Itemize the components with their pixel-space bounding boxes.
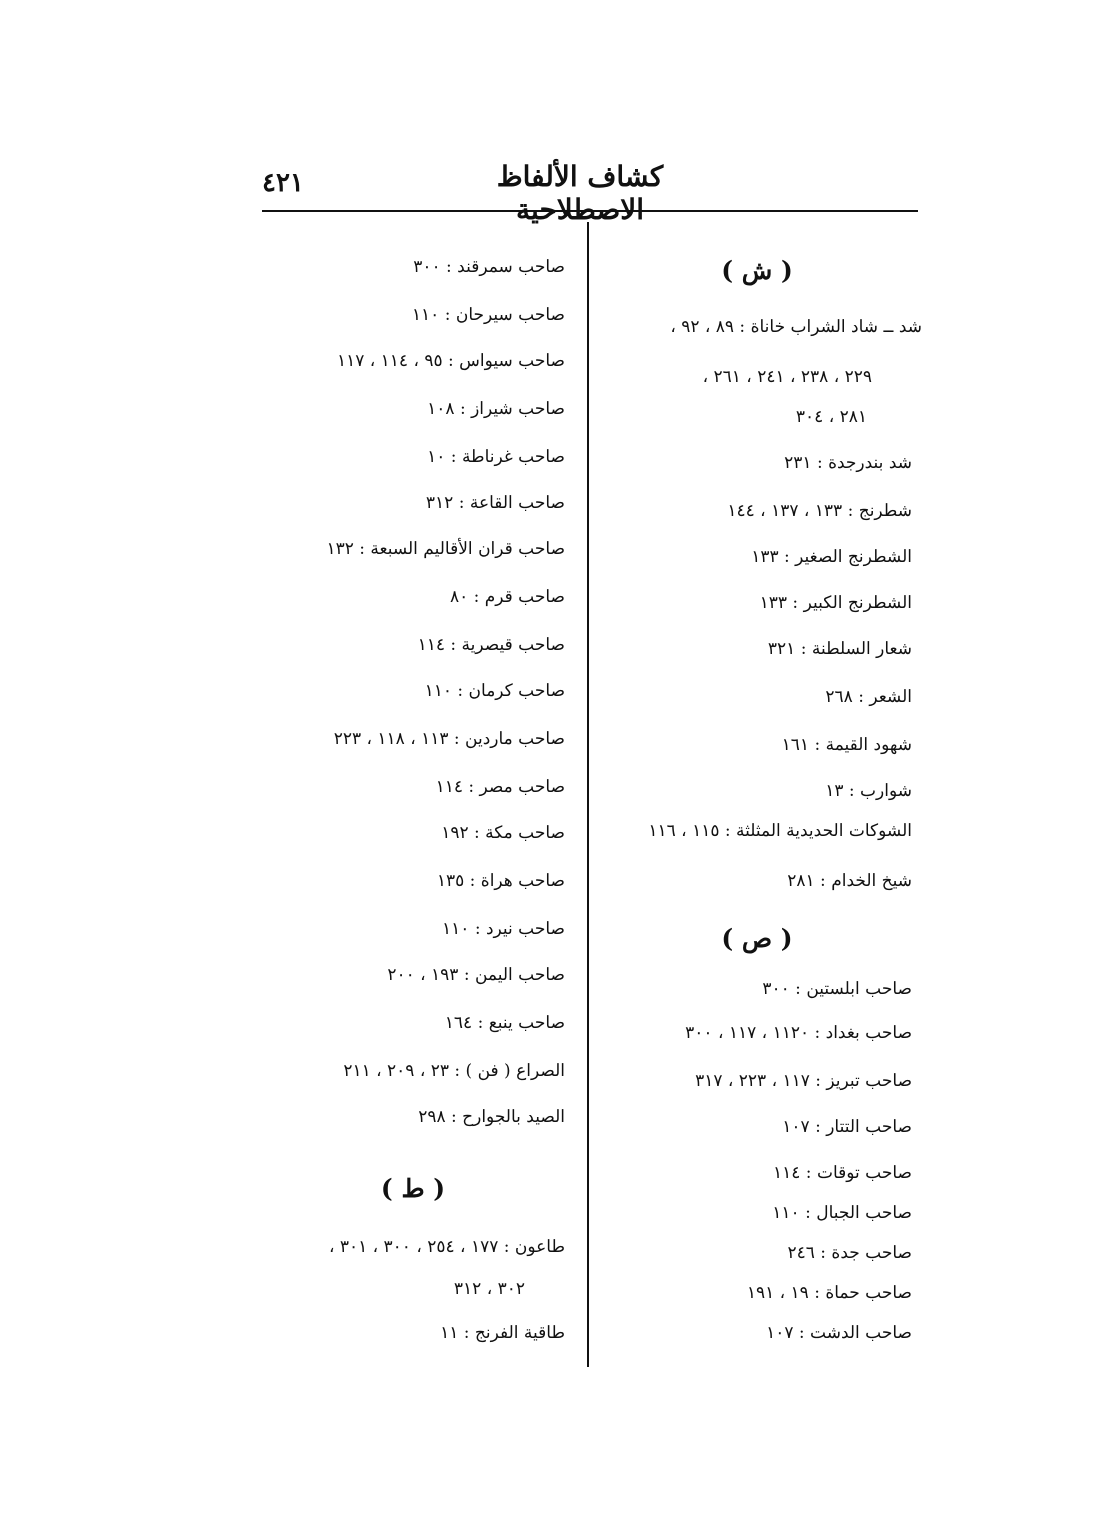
index-entry: الصيد بالجوارح : ٢٩٨ <box>418 1107 565 1127</box>
page-number: ٤٢١ <box>262 168 304 198</box>
index-entry: الصراع ( فن ) : ٢٣ ، ٢٠٩ ، ٢١١ <box>343 1061 565 1081</box>
index-entry: صاحب كرمان : ١١٠ <box>424 681 565 701</box>
index-entry-continuation: ٣٠٢ ، ٣١٢ <box>453 1279 525 1299</box>
index-entry: صاحب التتار : ١٠٧ <box>782 1117 912 1137</box>
index-entry: صاحب مصر : ١١٤ <box>435 777 565 797</box>
index-entry: الشوكات الحديدية المثلثة : ١١٥ ، ١١٦ <box>648 821 912 841</box>
index-entry: صاحب ماردين : ١١٣ ، ١١٨ ، ٢٢٣ <box>333 729 565 749</box>
index-entry: شهود القيمة : ١٦١ <box>781 735 912 755</box>
column-divider <box>587 222 589 1367</box>
index-entry: صاحب هراة : ١٣٥ <box>436 871 565 891</box>
index-entry: شوارب : ١٣ <box>825 781 912 801</box>
index-entry: صاحب ينبع : ١٦٤ <box>444 1013 565 1033</box>
index-entry: طاعون : ١٧٧ ، ٢٥٤ ، ٣٠٠ ، ٣٠١ ، <box>328 1237 565 1257</box>
section-letter-sad: ( ص ) <box>721 924 793 953</box>
index-entry: صاحب تبريز : ١١٧ ، ٢٢٣ ، ٣١٧ <box>695 1071 912 1091</box>
index-entry: صاحب شيراز : ١٠٨ <box>427 399 565 419</box>
index-entry: صاحب سيواس : ٩٥ ، ١١٤ ، ١١٧ <box>336 351 565 371</box>
index-entry: صاحب القاعة : ٣١٢ <box>425 493 565 513</box>
index-entry: صاحب الجبال : ١١٠ <box>772 1203 912 1223</box>
header-rule <box>262 210 918 212</box>
index-entry: صاحب جدة : ٢٤٦ <box>787 1243 912 1263</box>
index-entry-continuation: ٢٢٩ ، ٢٣٨ ، ٢٤١ ، ٢٦١ ، <box>702 367 872 387</box>
index-entry: شد ــ شاد الشراب خاناة : ٨٩ ، ٩٢ ، <box>670 317 922 337</box>
index-entry: طاقية الفرنج : ١١ <box>440 1323 565 1343</box>
index-entry: شعار السلطنة : ٣٢١ <box>767 639 912 659</box>
index-entry: صاحب قرم : ٨٠ <box>449 587 565 607</box>
index-entry: صاحب سيرحان : ١١٠ <box>411 305 565 325</box>
index-entry: صاحب حماة : ١٩ ، ١٩١ <box>746 1283 912 1303</box>
index-entry: صاحب مكة : ١٩٢ <box>441 823 565 843</box>
index-entry: صاحب سمرقند : ٣٠٠ <box>413 257 565 277</box>
index-entry: شيخ الخدام : ٢٨١ <box>787 871 912 891</box>
index-entry: صاحب قران الأقاليم السبعة : ١٣٢ <box>326 539 565 559</box>
index-entry: صاحب بغداد : ١١٢٠ ، ١١٧ ، ٣٠٠ <box>685 1023 912 1043</box>
index-entry: صاحب الدشت : ١٠٧ <box>766 1323 912 1343</box>
index-entry: الشطرنج الكبير : ١٣٣ <box>759 593 912 613</box>
index-entry: صاحب قيصرية : ١١٤ <box>417 635 565 655</box>
section-letter-ta: ( ط ) <box>380 1174 446 1203</box>
index-entry: صاحب اليمن : ١٩٣ ، ٢٠٠ <box>387 965 565 985</box>
page-title: كشاف الألفاظ الاصطلاحية <box>496 160 664 226</box>
index-entry: شطرنج : ١٣٣ ، ١٣٧ ، ١٤٤ <box>727 501 912 521</box>
index-entry: صاحب غرناطة : ١٠ <box>427 447 565 467</box>
section-letter-shin: ( ش ) <box>721 256 793 285</box>
index-entry: صاحب ابلستين : ٣٠٠ <box>762 979 912 999</box>
index-entry: الشطرنج الصغير : ١٣٣ <box>751 547 912 567</box>
index-entry: صاحب نيرد : ١١٠ <box>442 919 565 939</box>
index-entry: الشعر : ٢٦٨ <box>825 687 912 707</box>
index-entry-continuation: ٢٨١ ، ٣٠٤ <box>795 407 867 427</box>
index-entry: شد بندرجدة : ٢٣١ <box>784 453 912 473</box>
index-entry: صاحب توقات : ١١٤ <box>773 1163 912 1183</box>
